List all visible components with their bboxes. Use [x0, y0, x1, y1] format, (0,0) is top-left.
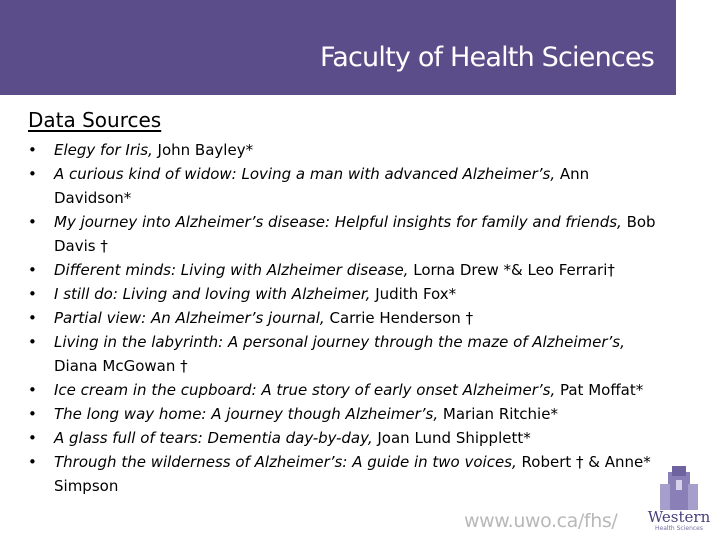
book-title: Ice cream in the cupboard: A true story of early onset Alzheimer’s,	[54, 381, 556, 399]
book-title: The long way home: A journey though Alzheimer’s,	[54, 405, 439, 423]
bullet-icon: •	[28, 285, 37, 303]
list-item	[28, 258, 668, 282]
list-item	[28, 402, 668, 426]
book-author: Judith Fox*	[370, 285, 457, 303]
list-item	[28, 162, 668, 210]
bullet-icon: •	[28, 453, 37, 471]
book-author: Ann Davidson*	[54, 165, 590, 207]
list-item	[28, 330, 668, 378]
right-margin	[676, 0, 720, 540]
western-logo	[646, 466, 712, 532]
book-author: Carrie Henderson †	[324, 309, 474, 327]
logo-wordmark: Western	[647, 508, 711, 526]
faculty-title: Faculty of Health Sciences	[320, 42, 654, 73]
section-heading: Data Sources	[28, 108, 162, 132]
list-item	[28, 378, 668, 402]
list-item	[28, 282, 668, 306]
book-title: My journey into Alzheimer’s disease: Helpful insights for family and friends,	[54, 213, 622, 231]
list-item	[28, 210, 668, 258]
book-author: Diana McGowan †	[54, 357, 188, 375]
reference-list	[28, 138, 668, 498]
bullet-icon: •	[28, 261, 37, 279]
book-title: A curious kind of widow: Loving a man with advanced Alzheimer’s,	[54, 165, 556, 183]
footer-url: www.uwo.ca/fhs/	[464, 510, 618, 532]
bullet-icon: •	[28, 213, 37, 231]
book-author: Robert † & Anne* Simpson	[54, 453, 651, 495]
bullet-icon: •	[28, 429, 37, 447]
book-title: Different minds: Living with Alzheimer disease,	[54, 261, 409, 279]
list-item	[28, 450, 668, 498]
book-author: Lorna Drew *& Leo Ferrari†	[408, 261, 615, 279]
book-title: Partial view: An Alzheimer’s journal,	[54, 309, 325, 327]
book-title: Through the wilderness of Alzheimer’s: A guide in two voices,	[54, 453, 517, 471]
book-author: Marian Ritchie*	[438, 405, 558, 423]
bullet-icon: •	[28, 165, 37, 183]
header-banner	[0, 0, 676, 95]
bullet-icon: •	[28, 381, 37, 399]
book-author: Bob Davis †	[54, 213, 656, 255]
book-author: Pat Moffat*	[555, 381, 644, 399]
bullet-icon: •	[28, 309, 37, 327]
book-author: John Bayley*	[152, 141, 254, 159]
list-item	[28, 138, 668, 162]
list-item	[28, 426, 668, 450]
logo-subtitle: Health Sciences	[655, 525, 703, 532]
list-item	[28, 306, 668, 330]
bullet-icon: •	[28, 405, 37, 423]
bullet-icon: •	[28, 141, 37, 159]
bullet-icon: •	[28, 333, 37, 351]
book-author: Joan Lund Shipplett*	[372, 429, 531, 447]
book-title: Elegy for Iris,	[54, 141, 153, 159]
book-title: A glass full of tears: Dementia day-by-day,	[54, 429, 373, 447]
book-title: I still do: Living and loving with Alzheimer,	[54, 285, 371, 303]
tower-icon	[646, 466, 712, 510]
book-title: Living in the labyrinth: A personal journey through the maze of Alzheimer’s,	[54, 333, 625, 351]
